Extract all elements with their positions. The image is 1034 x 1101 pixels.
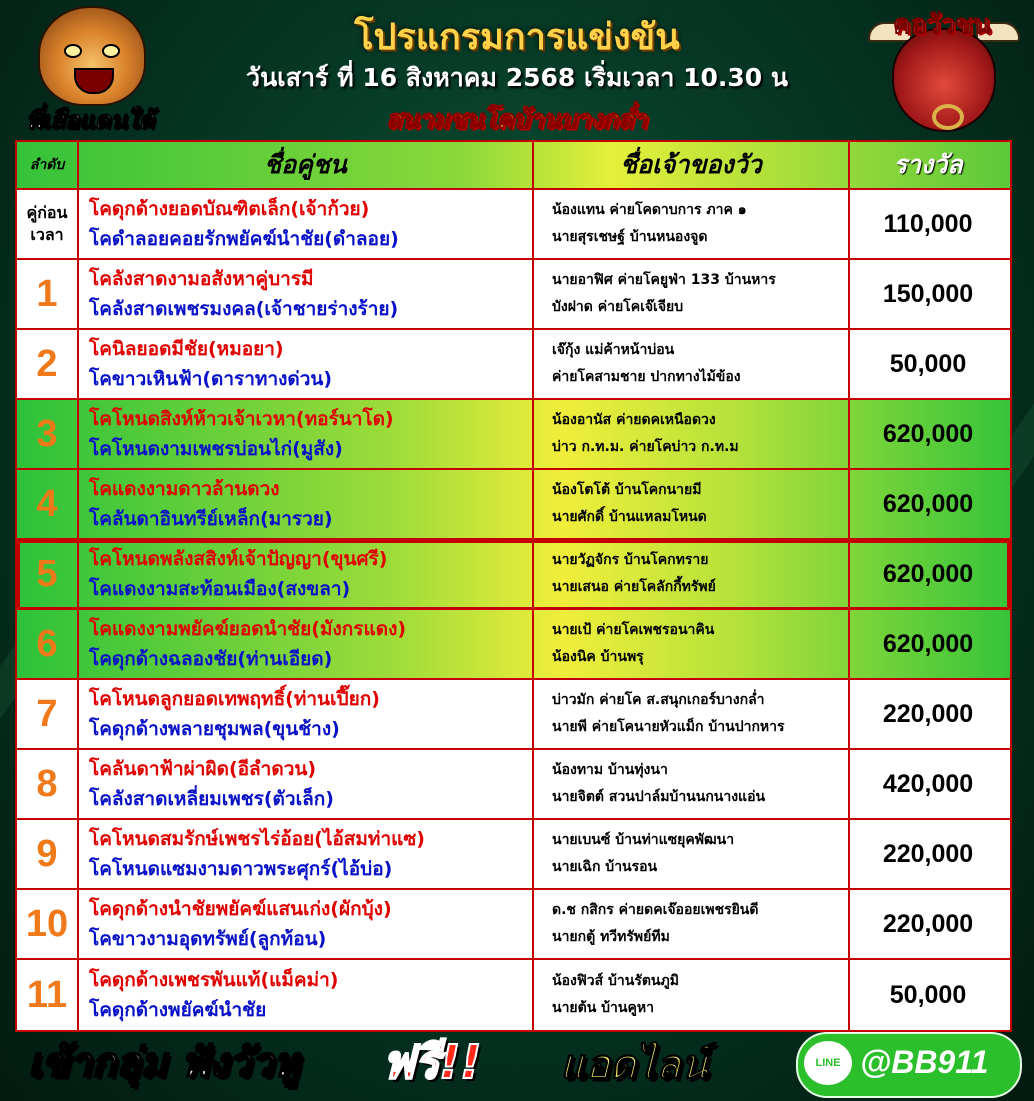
bull-b-name: โคลังสาดเพชรมงคล(เจ้าชายร่างร้าย) — [89, 298, 399, 320]
rank-number: 11 — [26, 973, 68, 1016]
owner-a: บ่าวมัก ค่ายโค ส.สนุกเกอร์บางกล่ำ — [552, 692, 765, 708]
join-group-text: เข้ากลุ่ม ฟังวัวหู — [28, 1040, 300, 1086]
bull-b-name: โคโหนดแซมงามดาวพระศุกร์(ไอ้บ่อ) — [89, 858, 393, 880]
rank-number: 5 — [36, 552, 58, 595]
owner-b: นายกตู้ ทวีทรัพย์ทีม — [552, 929, 670, 945]
prize-amount: 220,000 — [882, 699, 974, 728]
bull-b-name: โคโหนดงามเพชรบ่อนไก่(มูสัง) — [89, 438, 343, 460]
header-prize: รางวัล — [893, 150, 963, 179]
owner-a: นายเป้ ค่ายโคเพชรอนาคิน — [552, 622, 715, 638]
owner-a: เจ๊กุ้ง แม่ค้าหน้าบ่อน — [552, 342, 675, 358]
owner-b: นายศักดิ์ บ้านแหลมโหนด — [552, 509, 707, 525]
bull-a-name: โคลังสาดงามอสังหาคู่บารมี — [89, 268, 314, 290]
owner-b: น้องนิค บ้านพรุ — [552, 649, 644, 665]
bull-a-name: โคโหนดลูกยอดเทพฤทธิ์(ท่านเปี๊ยก) — [89, 688, 380, 710]
owner-b: นายจิตต์ สวนปาล์มบ้านนกนางแอ่น — [552, 789, 766, 805]
rank-number: 3 — [36, 412, 58, 455]
owner-b: ค่ายโคสามชาย ปากทางไม้ข้อง — [552, 369, 741, 385]
owner-a: นายเบนซ์ บ้านท่าแซยุคพัฒนา — [552, 832, 735, 848]
pre-match-label — [27, 202, 68, 246]
add-line-text: แอดไลน์ — [560, 1042, 708, 1088]
bull-a-name: โคดุกด้างนำชัยพยัคฆ์แสนเก่ง(ผักบุ้ง) — [89, 898, 392, 920]
owner-a: นายอาฟิศ ค่ายโคยูฟ่า 133 บ้านหาร — [552, 272, 776, 288]
logo-left-text: พี่เสือแดนใต้ — [26, 106, 154, 134]
owner-b: นายเฉิก บ้านรอน — [552, 859, 658, 875]
owner-a: น้องโตโต้ บ้านโคกนายมี — [552, 482, 702, 498]
table-row-highlight — [17, 540, 1010, 610]
free-text: ฟรี!! — [382, 1035, 482, 1089]
table-row-highlight — [17, 610, 1010, 680]
event-date: วันเสาร์ ที่ 16 สิงหาคม 2568 เริ่มเวลา 10.30 น — [246, 63, 788, 92]
rank-number: 10 — [25, 902, 69, 945]
bull-a-name: โคดุกด้างเพชรพันแท้(แม็คม่า) — [89, 969, 339, 991]
bull-a-name: โคโหนดสิงห์ห้าวเจ้าเวหา(ทอร์นาโด) — [89, 408, 394, 430]
owner-b: นายต้น บ้านคูหา — [552, 1000, 654, 1016]
owner-a: น้องทาม บ้านทุ่งนา — [552, 762, 668, 778]
rank-cell — [17, 190, 79, 258]
owner-a: ด.ช กสิกร ค่ายดคเจ๊ออยเพชรยินดี — [552, 902, 759, 918]
venue-name: สนามชนโคบ้านบางกล่ำ — [386, 105, 648, 134]
line-icon-label: LINE — [815, 1057, 841, 1069]
bull-a-name: โคโหนดสมรักษ์เพชรไร่อ้อย(ไอ้สมท่าแซ) — [89, 828, 425, 850]
match-table — [15, 140, 1012, 1032]
pre-match-label-line2: เวลา — [30, 225, 64, 244]
prize-cell — [850, 190, 1006, 258]
footer-banner — [0, 1022, 1034, 1101]
prize-amount: 220,000 — [882, 839, 974, 868]
bull-b-name: โคลังสาดเหลี่ยมเพชร(ตัวเล็ก) — [89, 788, 334, 810]
pair-cell — [79, 190, 534, 258]
bull-b-name: โคดำลอยคอยรักพยัคฆ์นำชัย(ดำลอย) — [89, 228, 399, 250]
rank-number: 8 — [36, 762, 58, 805]
rank-number: 2 — [36, 342, 58, 385]
header-owner: ชื่อเจ้าของวัว — [534, 142, 850, 188]
rank-number: 9 — [36, 832, 58, 875]
owner-a: น้องแทน ค่ายโคดาบการ ภาค ๑ — [552, 202, 747, 218]
table-row — [17, 890, 1010, 960]
prize-amount: 420,000 — [882, 769, 974, 798]
owner-a: นายวัฏจักร บ้านโคกทราย — [552, 552, 709, 568]
bull-a-name: โคโหนดพลังสสิงห์เจ้าปัญญา(ขุนศรี) — [89, 548, 388, 570]
owner-b: นายเสนอ ค่ายโคลักกี้ทรัพย์ — [552, 579, 716, 595]
header-pair: ชื่อคู่ชน — [79, 142, 534, 188]
line-id: @BB911 — [860, 1044, 989, 1080]
rank-number: 1 — [36, 272, 58, 315]
bull-a-name: โคนิลยอดมีชัย(หมอยา) — [89, 338, 284, 360]
rank-number: 7 — [36, 692, 58, 735]
logo-right-text: คอวัวชน — [893, 10, 991, 40]
table-row — [17, 190, 1010, 260]
bull-b-name: โคดุกด้างพลายชุมพล(ขุนช้าง) — [89, 718, 340, 740]
bull-b-name: โคดุกด้างฉลองชัย(ท่านเอียด) — [89, 648, 333, 670]
table-row-highlight — [17, 400, 1010, 470]
prize-amount: 220,000 — [882, 909, 974, 938]
pre-match-label-line1: คู่ก่อน — [26, 203, 68, 222]
owner-b: นายสุรเชษฐ์ บ้านหนองจูด — [552, 229, 708, 245]
header — [0, 0, 1034, 140]
owner-b: บังฝาด ค่ายโคเจ๊เจียบ — [552, 299, 684, 315]
table-row — [17, 260, 1010, 330]
nose-ring-icon — [932, 104, 964, 130]
rank-number: 4 — [36, 482, 58, 525]
prize-amount: 50,000 — [889, 349, 967, 378]
prize-amount: 150,000 — [882, 279, 974, 308]
page-title: โปรแกรมการแข่งขัน — [354, 17, 680, 58]
prize-amount: 50,000 — [889, 980, 967, 1009]
table-row — [17, 750, 1010, 820]
table-row — [17, 680, 1010, 750]
prize-amount: 620,000 — [882, 629, 974, 658]
table-row-highlight — [17, 470, 1010, 540]
line-icon — [804, 1041, 852, 1085]
bull-b-name: โคลันดาอินทรีย์เหล็ก(มารวย) — [89, 508, 333, 530]
prize-amount: 620,000 — [882, 559, 974, 588]
bull-logo — [862, 2, 1022, 140]
table-row — [17, 330, 1010, 400]
owner-b: บ่าว ก.ท.ม. ค่ายโคบ่าว ก.ท.ม — [552, 439, 739, 455]
table-header-row — [17, 142, 1010, 190]
bull-b-name: โคขาวงามอุดทรัพย์(ลูกท้อน) — [89, 928, 327, 950]
bull-a-name: โคแดงงามดาวล้านดวง — [89, 478, 280, 500]
bull-b-name: โคขาวเหินฟ้า(ดาราทางด่วน) — [89, 368, 333, 390]
prize-amount: 620,000 — [882, 489, 974, 518]
header-rank: ลำดับ — [17, 142, 79, 188]
prize-amount: 620,000 — [882, 419, 974, 448]
bull-b-name: โคดุกด้างพยัคฆ์นำชัย — [89, 999, 267, 1021]
bull-a-name: โคแดงงามพยัคฆ์ยอดนำชัย(มังกรแดง) — [89, 618, 407, 640]
rank-number: 6 — [36, 622, 58, 665]
bull-b-name: โคแดงงามสะท้อนเมือง(สงขลา) — [89, 578, 351, 600]
owner-a: น้องอานัส ค่ายดคเหนือดวง — [552, 412, 716, 428]
table-row — [17, 820, 1010, 890]
bull-a-name: โคดุกด้างยอดบัณฑิตเล็ก(เจ้าก้วย) — [89, 198, 370, 220]
prize-amount: 110,000 — [883, 209, 973, 238]
owner-a: น้องฟิวส์ บ้านรัตนภูมิ — [552, 973, 679, 989]
line-id-button[interactable] — [796, 1032, 1022, 1098]
bull-a-name: โคลันดาฟ้าผ่าผิด(อีลำดวน) — [89, 758, 317, 780]
owner-cell — [534, 190, 850, 258]
table-row — [17, 960, 1010, 1030]
owner-b: นายพี ค่ายโคนายหัวแม็ก บ้านปากหาร — [552, 719, 785, 735]
